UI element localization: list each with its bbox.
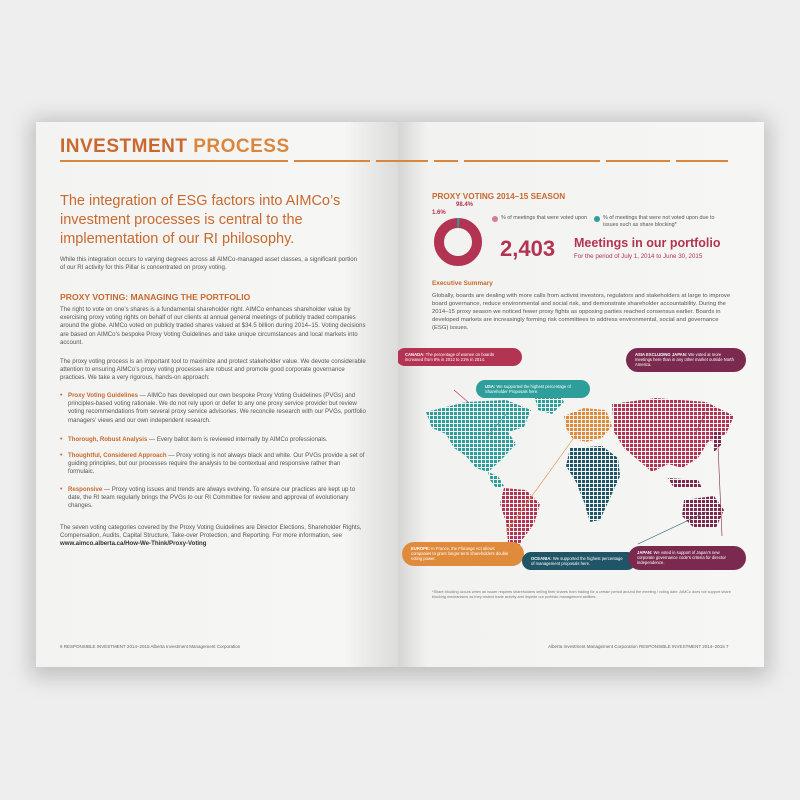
callout-japan: JAPAN: We voted in support of Japan’s new corporate governance code’s criteria for director independence. — [628, 546, 746, 570]
intro-body: While this integration occurs to varying degrees across all AIMCo-managed asset classes, a significant portion of our RI activity for this Pillar is concentrated on proxy voting. — [60, 256, 358, 272]
intro-statement: The integration of ESG factors into AIMCo’s investment processes is central to the implementation of our RI philosophy. — [60, 193, 341, 247]
callout-canada: CANADA: The percentage of women on boards increased from 8% in 2012 to 21% in 2014. — [398, 348, 522, 366]
map-north-america — [426, 400, 531, 472]
legend-not-voted: % of meetings that were not voted upon due to issues such as share blocking* — [603, 215, 715, 228]
footnote: *Share blocking occurs when an issuer requires shareholders selling their shares from trading for a certain period around the meeting / voting date. AIMCo does not support share blocking mechanisms as they restrict trade activity and impede our portfolio management abilities. — [432, 590, 731, 599]
meetings-period: For the period of July 1, 2014 to June 30, 2015 — [574, 253, 703, 260]
meetings-count: 2,403 — [500, 236, 556, 261]
callout-asia: ASIA EXCLUDING JAPAN: We voted at more meetings here than in any other market outside North America. — [626, 348, 746, 372]
callout-europe: EUROPE: In France, the Florange Act allows companies to grant longer-term shareholders double voting power. — [402, 542, 524, 566]
title-rule-segment — [676, 160, 728, 162]
page-footer: 6 RESPONSIBLE INVESTMENT 2014–2015 Alberta Investment Management Corporation — [60, 644, 241, 649]
pct-voted: 98.4% — [456, 202, 474, 208]
map-africa — [566, 446, 620, 522]
legend-voted: % of meetings that were voted upon — [501, 215, 588, 221]
bullet-item: • Thorough, Robust Analysis — Every ballot item is reviewed internally by AIMCo professionals. — [60, 436, 328, 443]
bullet-dot: • — [60, 452, 63, 459]
bullet-item: • Responsive — Proxy voting issues and trends are always evolving. To ensure our practices are kept up to date, the RI team regularly brings the PVGs to our RI Committee for review and approval of evolutionary changes. — [60, 486, 356, 510]
bullet-item: • Proxy Voting Guidelines — AIMCo has developed our own bespoke Proxy Voting Guidelines (PVGs) and principles-based voting rationale. We do not rely upon or defer to any one proxy service provider but review voting recommendations from several proxy service advisories. We reconcile research with our PVGs, portfolio managers’ views and our own independent research. — [60, 392, 366, 424]
callout-oceania: OCEANIA: We supported the highest percentage of management proposals here. — [522, 552, 636, 570]
title-rule-segment — [376, 160, 398, 162]
legend-voted-swatch — [492, 216, 498, 222]
exec-summary-heading: Executive Summary — [432, 280, 493, 287]
page-footer: Alberta Investment Management Corporation RESPONSIBLE INVESTMENT 2014–2015 7 — [548, 644, 729, 649]
callout-line-japan — [718, 446, 722, 536]
bullet-item: • Thoughtful, Considered Approach — Proxy voting is not always black and white. Our PVGs provide a set of guiding principles, but our processes require the analysis to be contextual and responsive rather than formulaic. — [60, 452, 365, 476]
title-rule-segment — [464, 160, 600, 162]
title-rule-segment — [606, 160, 670, 162]
title-rule-segment — [398, 160, 428, 162]
left-page — [36, 122, 398, 667]
callout-usa: USA: We supported the highest percentage of Shareholder Proposals here. — [476, 380, 590, 398]
paragraph-1: The right to vote on one’s shares is a fundamental shareholder right. AIMCo enhances shareholder value by exercising proxy voting rights on behalf of our clients at annual general meetings of publicly traded companies around the globe. AIMCo voted on publicly traded shares valued at $34.5 billion during 2014–15. Voting decisions are based on AIMCo’s bespoke Proxy Voting Guidelines and take unique circumstances and local markets into account. — [60, 306, 366, 346]
title-rule-segment — [294, 160, 370, 162]
bullet-dot: • — [60, 436, 63, 443]
title-rule — [60, 160, 288, 162]
exec-summary-body: Globally, boards are dealing with more calls from activist investors, regulators and stakeholders at large to improve board governance, reduce environmental and social risk, and demonstrate shareholder accountability. During the 2014–15 proxy season we noticed fewer proxy fights as opposing parties reached consensus earlier. Boards in developed markets are increasingly forming risk committees to address environmental, social and governance (ESG) issues. — [432, 293, 731, 331]
pct-not-voted: 1.6% — [432, 210, 446, 216]
title-rule-segment — [434, 160, 458, 162]
legend-not-voted-swatch — [594, 216, 600, 222]
page-title: INVESTMENT PROCESS — [60, 136, 290, 157]
map-australia — [682, 496, 724, 528]
map-europe — [564, 408, 612, 442]
paragraph-2: The proxy voting process is an important tool to maximize and protect stakeholder value. We devote considerable attention to ensuring AIMCo’s proxy voting processes are robust and promote good corporate governance practices. We take a very rigorous, hands-on approach: — [60, 358, 366, 382]
world-map — [406, 372, 746, 562]
callout-line-europe — [506, 432, 578, 532]
proxy-voting-link[interactable]: www.aimco.alberta.ca/How-We-Think/Proxy-Voting — [60, 540, 207, 548]
closing-paragraph: The seven voting categories covered by the Proxy Voting Guidelines are Director Elections, Shareholder Rights, Compensation, Audits, Capital Structure, Take-over Protection, and Reporting. For more information, see www.aimco.alberta.ca/How-We-Think/Proxy-Voting — [60, 524, 362, 548]
callout-line-canada — [454, 390, 468, 402]
map-indonesia — [668, 478, 702, 488]
bullet-dot: • — [60, 486, 63, 493]
season-heading: PROXY VOTING 2014–15 SEASON — [432, 192, 566, 201]
voting-donut-chart — [432, 216, 484, 268]
map-central-america — [488, 472, 504, 488]
meetings-label: Meetings in our portfolio — [574, 236, 721, 250]
bullet-dot: • — [60, 392, 63, 399]
right-page — [398, 122, 764, 667]
section-heading: PROXY VOTING: MANAGING THE PORTFOLIO — [60, 292, 251, 302]
donut-voted-slice — [439, 223, 477, 261]
